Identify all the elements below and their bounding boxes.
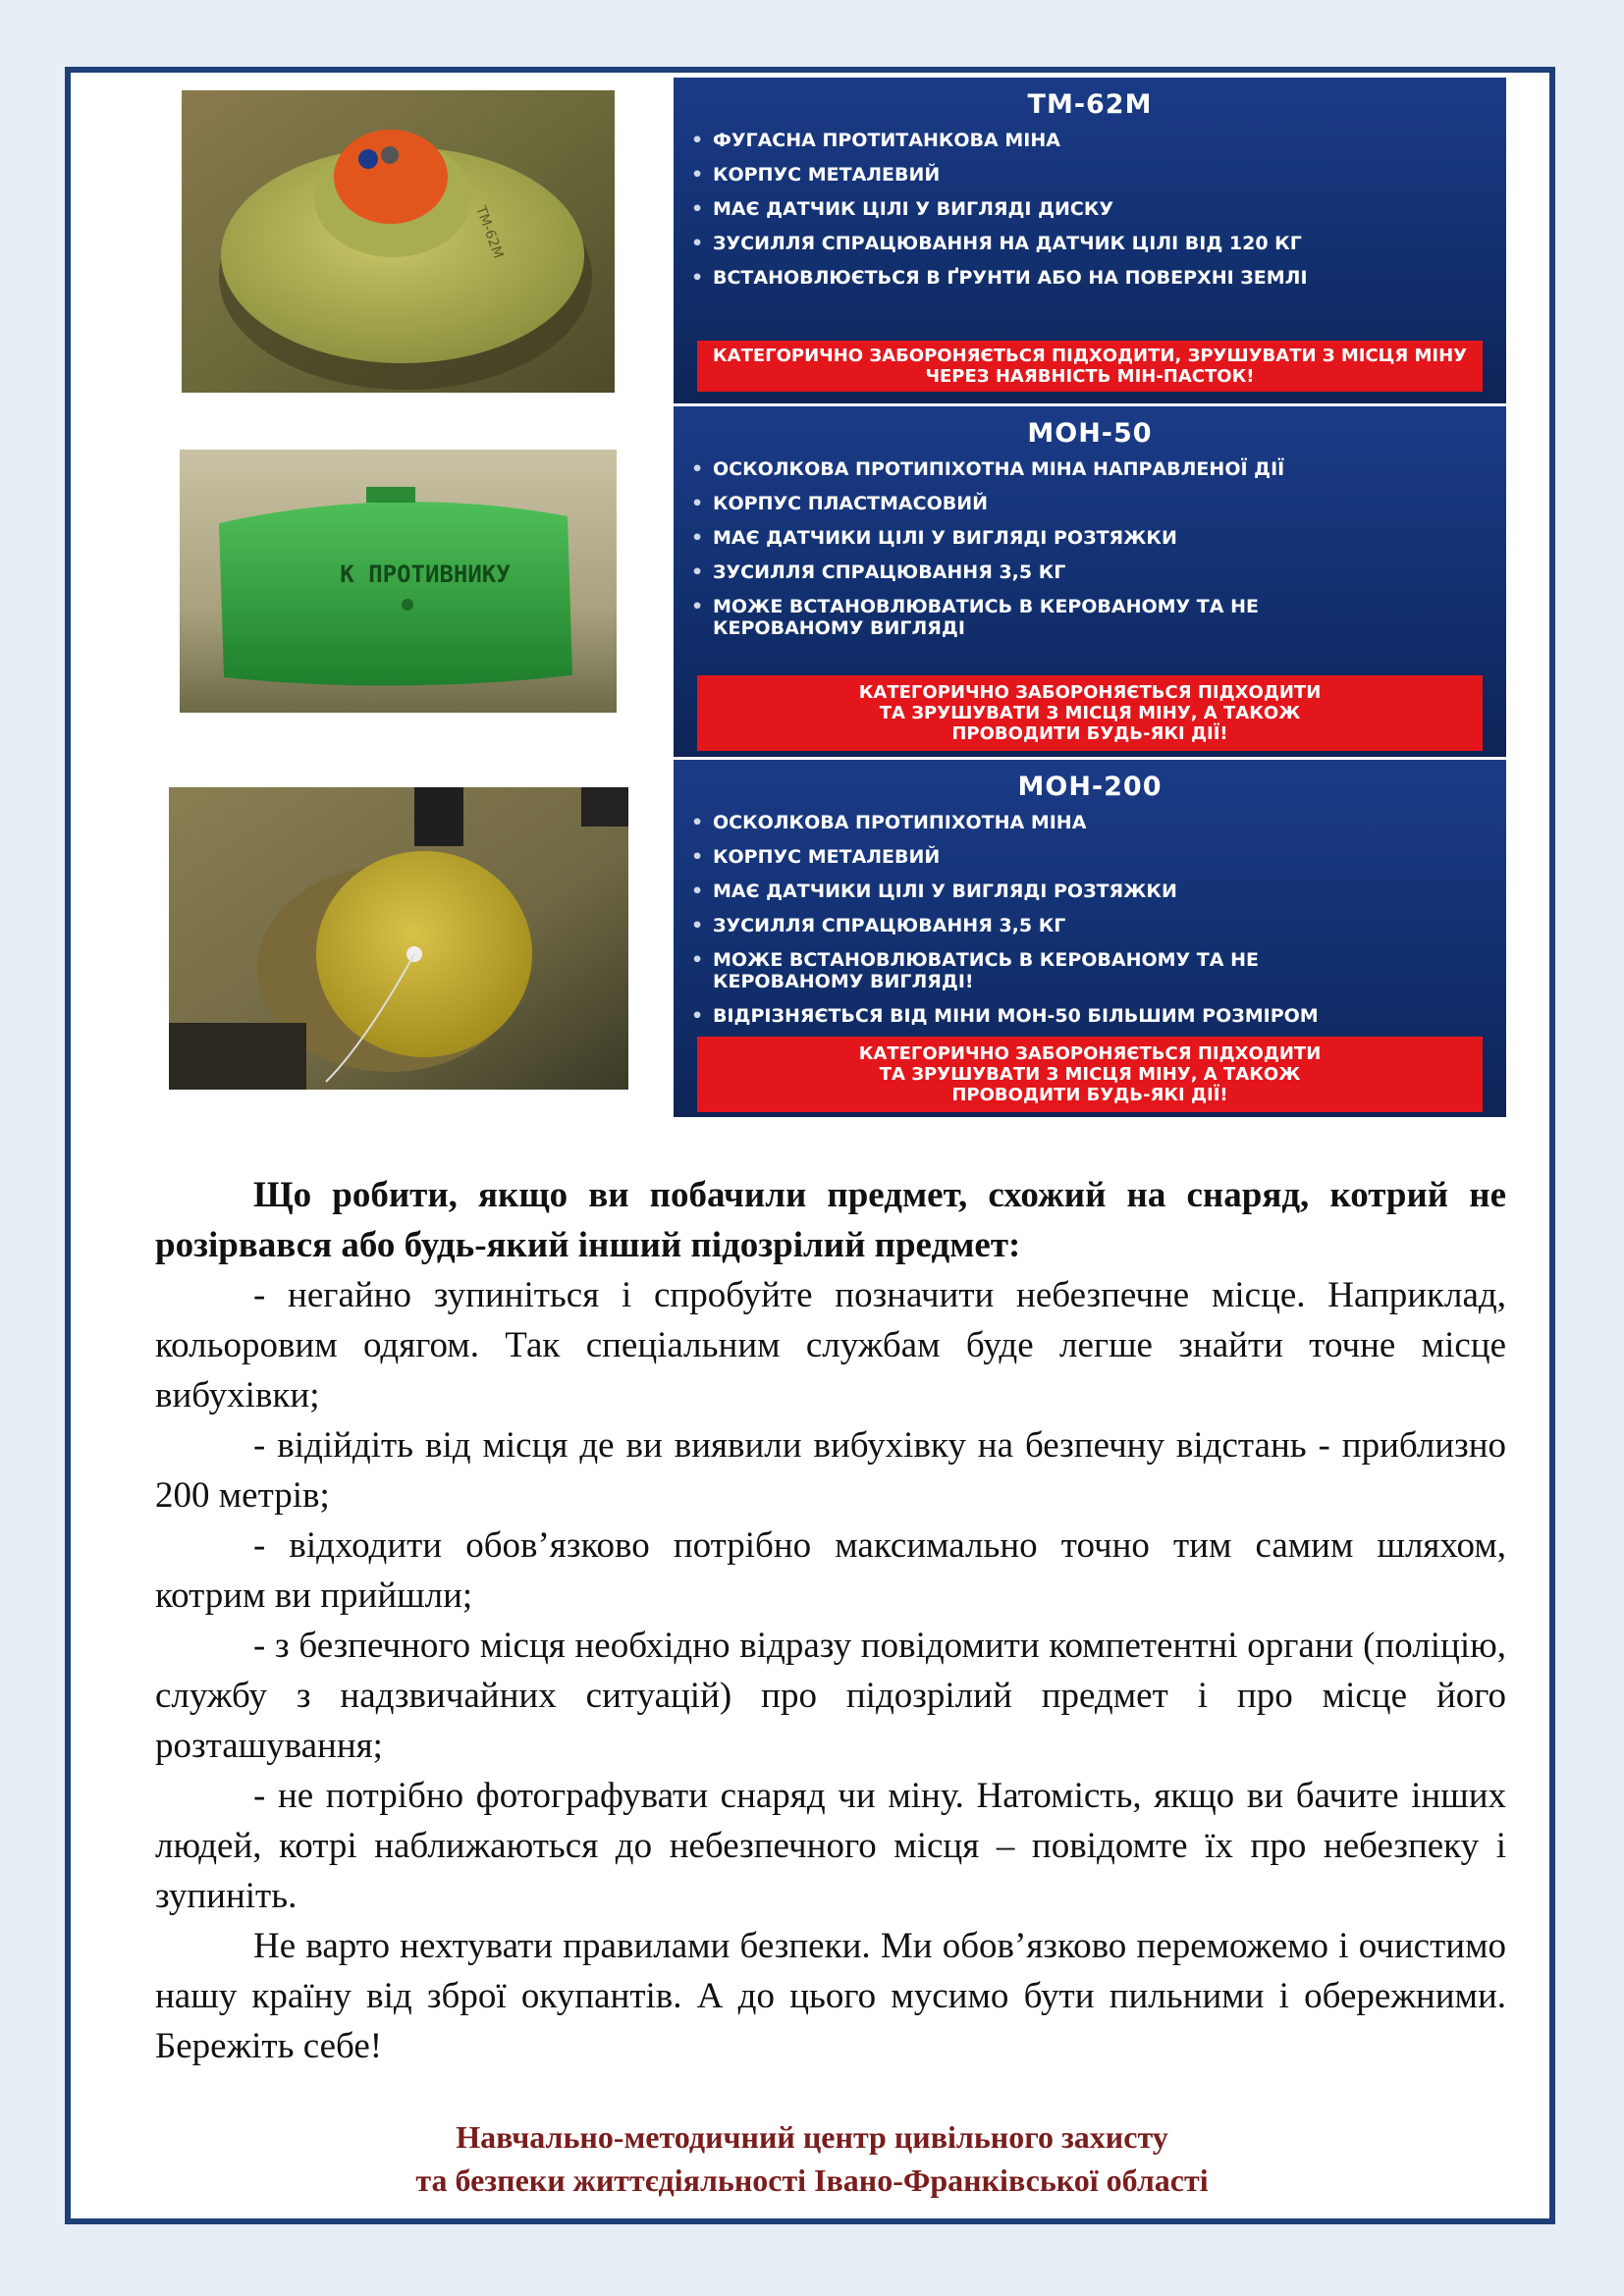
mine-card-title: МОН-200	[1017, 772, 1163, 802]
mine-card-mon-50	[674, 406, 1506, 757]
mine-feature: • ВІДРІЗНЯЄТЬСЯ ВІД МІНИ МОН-50 БІЛЬШИМ РОЗМІРОМ	[713, 1005, 1506, 1027]
mine-feature: • КОРПУС МЕТАЛЕВИЙ	[713, 164, 1506, 186]
mine-card-title: ТМ-62М	[1027, 89, 1153, 120]
warning-banner: КАТЕГОРИЧНО ЗАБОРОНЯЄТЬСЯ ПІДХОДИТИ ТА ЗРУШУВАТИ З МІСЦЯ МІНУ, А ТАКОЖ ПРОВОДИТИ БУДЬ-ЯКІ ДІЇ!	[697, 675, 1483, 751]
mine-feature: • ВСТАНОВЛЮЄТЬСЯ В ҐРУНТИ АБО НА ПОВЕРХНІ ЗЕМЛІ	[713, 267, 1506, 289]
instruction-paragraph: - відійдіть від місця де ви виявили вибухівку на безпечну відстань - приблизно 200 метрів;	[155, 1425, 1506, 1516]
mon-50-photo	[180, 450, 617, 713]
mine-feature: • МАЄ ДАТЧИК ЦІЛІ У ВИГЛЯДІ ДИСКУ	[713, 198, 1506, 220]
mine-feature: • МАЄ ДАТЧИКИ ЦІЛІ У ВИГЛЯДІ РОЗТЯЖКИ	[713, 527, 1506, 549]
footer-line-2: та безпеки життєдіяльності Івано-Франківської області	[415, 2163, 1209, 2198]
mine-card-mon-200	[674, 760, 1506, 1117]
warning-banner: КАТЕГОРИЧНО ЗАБОРОНЯЄТЬСЯ ПІДХОДИТИ, ЗРУШУВАТИ З МІСЦЯ МІНУ ЧЕРЕЗ НАЯВНІСТЬ МІН-ПАСТОК!	[697, 341, 1483, 392]
organization-footer	[0, 2115, 1624, 2202]
mine-feature: • ЗУСИЛЛЯ СПРАЦЮВАННЯ НА ДАТЧИК ЦІЛІ ВІД 120 КГ	[713, 233, 1506, 254]
mine-feature: • КОРПУС МЕТАЛЕВИЙ	[713, 846, 1506, 868]
mine-card-title: МОН-50	[1027, 418, 1153, 449]
mine-feature: • ОСКОЛКОВА ПРОТИПІХОТНА МІНА НАПРАВЛЕНОЇ ДІЇ	[713, 458, 1506, 480]
mine-feature: • ЗУСИЛЛЯ СПРАЦЮВАННЯ 3,5 КГ	[713, 915, 1506, 936]
mon-200-photo	[169, 787, 628, 1090]
mine-feature-list	[674, 130, 1506, 289]
footer-line-1: Навчально-методичний центр цивільного захисту	[456, 2119, 1168, 2155]
mine-feature: • ФУГАСНА ПРОТИТАНКОВА МІНА	[713, 130, 1506, 151]
tm-62m-photo-label: ТМ-62М	[472, 203, 507, 261]
instruction-paragraph: - відходити обов’язково потрібно максимально точно тим самим шляхом, котрим ви прийшли;	[155, 1525, 1506, 1616]
instructions-heading: Що робити, якщо ви побачили предмет, схожий на снаряд, котрий не розірвався або будь-який інший підозрілий предмет:	[155, 1175, 1506, 1265]
mine-feature: • МОЖЕ ВСТАНОВЛЮВАТИСЬ В КЕРОВАНОМУ ТА НЕ КЕРОВАНОМУ ВИГЛЯДІ	[713, 596, 1506, 639]
warning-banner: КАТЕГОРИЧНО ЗАБОРОНЯЄТЬСЯ ПІДХОДИТИ ТА ЗРУШУВАТИ З МІСЦЯ МІНУ, А ТАКОЖ ПРОВОДИТИ БУДЬ-ЯКІ ДІЇ!	[697, 1037, 1483, 1112]
mon-50-photo-label: К ПРОТИВНИКУ	[340, 561, 511, 588]
mine-feature: • КОРПУС ПЛАСТМАСОВИЙ	[713, 493, 1506, 514]
mine-feature: • ОСКОЛКОВА ПРОТИПІХОТНА МІНА	[713, 812, 1506, 833]
instruction-paragraph: - негайно зупиніться і спробуйте позначити небезпечне місце. Наприклад, кольоровим одягом. Так спеціальним службам буде легше знайти точне місце вибухівки;	[155, 1275, 1506, 1415]
closing-paragraph: Не варто нехтувати правилами безпеки. Ми обов’язково переможемо і очистимо нашу країну від зброї окупантів. А до цього мусимо бути пильними і обережними. Бережіть себе!	[155, 1926, 1506, 2066]
mine-feature: • МАЄ ДАТЧИКИ ЦІЛІ У ВИГЛЯДІ РОЗТЯЖКИ	[713, 881, 1506, 902]
tm-62m-photo	[182, 90, 615, 393]
mine-feature-list	[674, 458, 1506, 639]
instruction-paragraph: - не потрібно фотографувати снаряд чи міну. Натомість, якщо ви бачите інших людей, котрі наближаються до небезпечного місця – повідомте їх про небезпеку і зупиніть.	[155, 1776, 1506, 1916]
mine-card-tm-62m	[674, 78, 1506, 403]
instruction-paragraph: - з безпечного місця необхідно відразу повідомити компетентні органи (поліцію, службу з надзвичайних ситуацій) про підозрілий предмет і про місце його розташування;	[155, 1626, 1506, 1766]
safety-instructions	[155, 1170, 1506, 2071]
mine-feature: • ЗУСИЛЛЯ СПРАЦЮВАННЯ 3,5 КГ	[713, 561, 1506, 583]
mine-feature: • МОЖЕ ВСТАНОВЛЮВАТИСЬ В КЕРОВАНОМУ ТА НЕ КЕРОВАНОМУ ВИГЛЯДІ!	[713, 949, 1506, 992]
mine-feature-list	[674, 812, 1506, 1027]
